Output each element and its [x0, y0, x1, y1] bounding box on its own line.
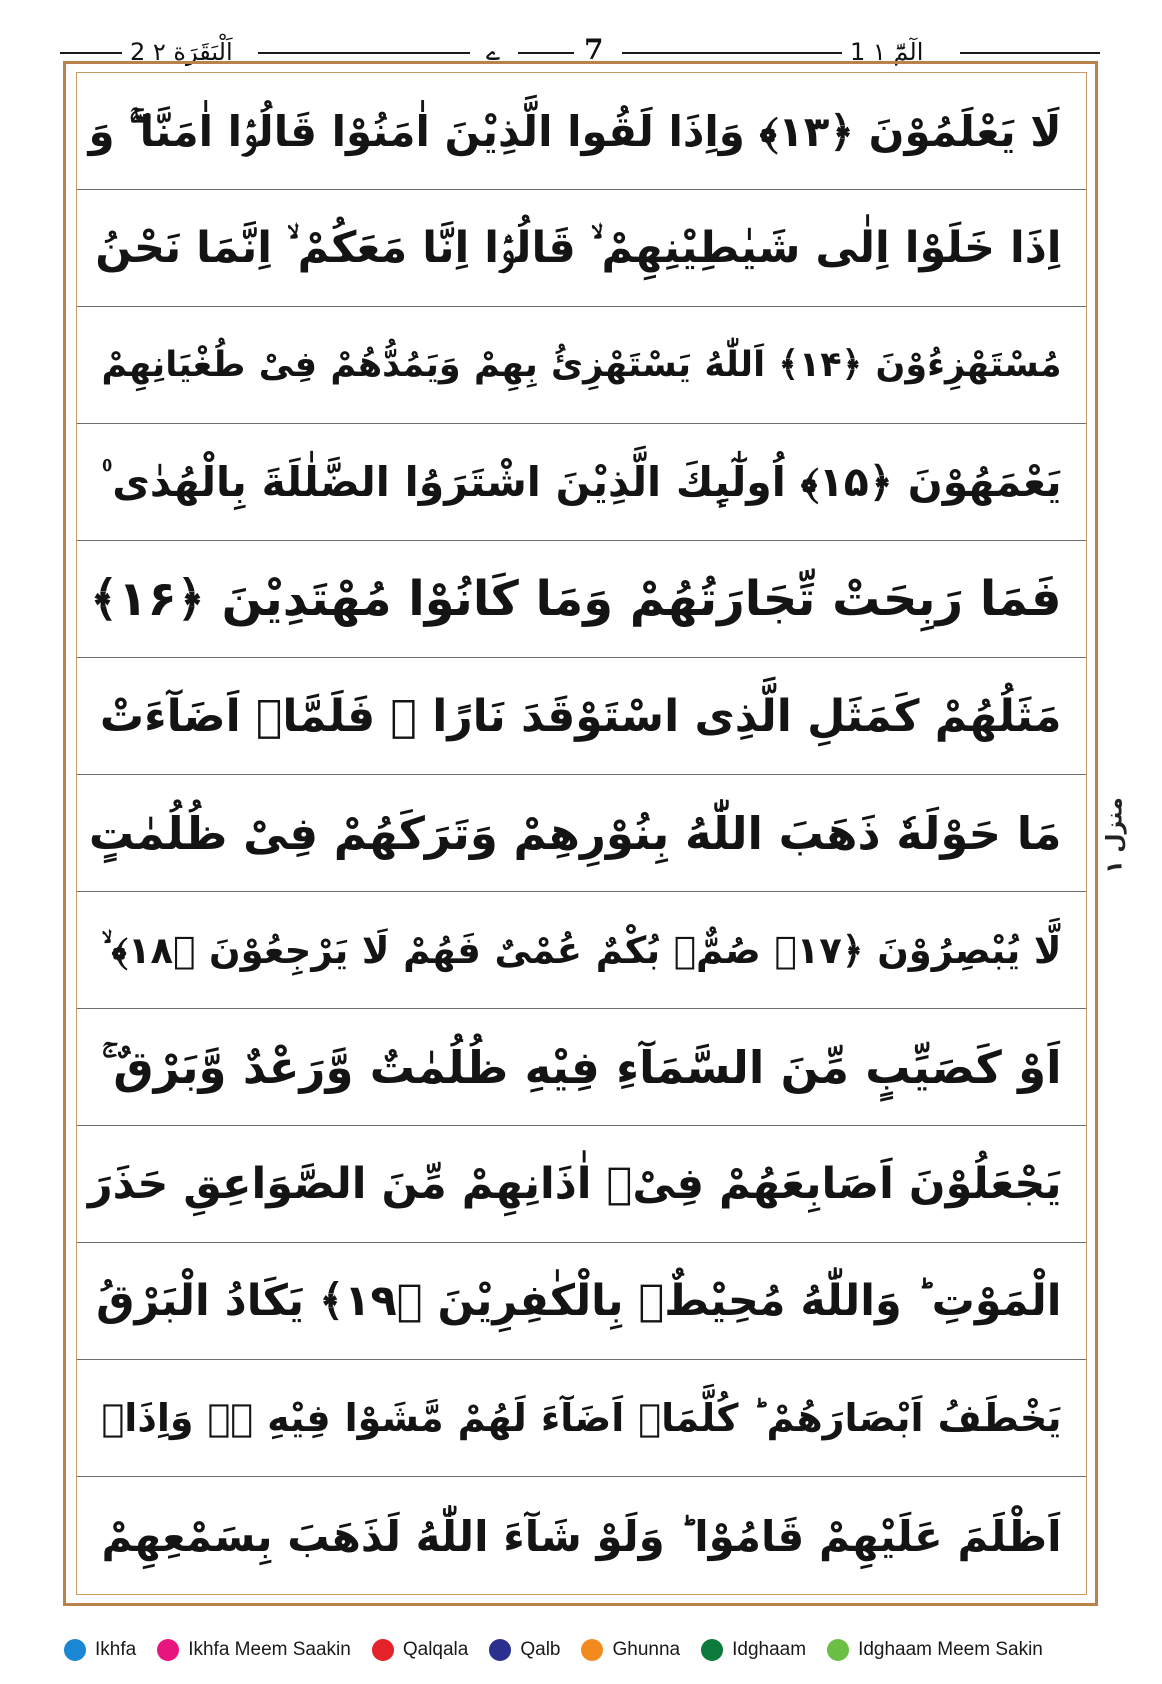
legend-dot-idghaam-meem-sakin [827, 1639, 849, 1661]
manzil-marker [1098, 790, 1132, 880]
text-line [77, 658, 1086, 775]
header-rule [258, 52, 470, 54]
text-line [77, 307, 1086, 424]
text-line [77, 1243, 1086, 1360]
legend-item-idghaam [701, 1639, 806, 1661]
line-text: اَوْ كَصَیِّبٍ مِّنَ السَّمَآءِ فِیْهِ ظُلُمٰتٌ وَّرَعْدٌ وَّبَرْقٌ ۚ [101, 1040, 1062, 1094]
legend-dot-qalb [489, 1639, 511, 1661]
legend-dot-ikhfa-meem-saakin [157, 1639, 179, 1661]
text-line [77, 1126, 1086, 1243]
legend-item-qalb [489, 1639, 560, 1661]
line-text: یَعْمَهُوْنَ ﴿۱۵﴾ اُولٰٓىِٕكَ الَّذِیْنَ اشْتَرَوُا الضَّلٰلَةَ بِالْهُدٰی ۠ [101, 457, 1062, 506]
line-text: اِذَا خَلَوْا اِلٰی شَیٰطِیْنِهِمْ ۙ قَالُوْۤا اِنَّا مَعَكُمْ ۙ اِنَّمَا نَحْنُ [95, 222, 1062, 273]
line-text: مَا حَوْلَهٗ ذَهَبَ اللّٰهُ بِنُوْرِهِمْ وَتَرَكَهُمْ فِیْ ظُلُمٰتٍ [88, 806, 1062, 860]
legend-label: Idghaam Meem Sakin [858, 1639, 1043, 1660]
quran-text-area [76, 72, 1087, 1595]
juz-label: 1 الٓمّٓ ۱ [850, 38, 924, 66]
line-text: لَّا یُبْصِرُوْنَ ﴿۱۷﴾ صُمٌّۢ بُكْمٌ عُمْیٌ فَهُمْ لَا یَرْجِعُوْنَ ﴿۱۸﴾ ۙ [101, 928, 1062, 972]
text-line [77, 1477, 1086, 1596]
legend-label: Ghunna [612, 1639, 681, 1660]
line-text: فَمَا رَبِحَتْ تِّجَارَتُهُمْ وَمَا كَانُوْا مُهْتَدِیْنَ ﴿۱۶﴾ [90, 570, 1062, 627]
page-number: 7 [584, 33, 604, 66]
manzil-label: منزل ۱ [1102, 796, 1128, 874]
header-rule [960, 52, 1100, 54]
text-line [77, 1360, 1086, 1477]
legend-label: Ikhfa Meem Saakin [188, 1639, 351, 1660]
line-text: یَخْطَفُ اَبْصَارَهُمْ ؕ كُلَّمَاۤ اَضَآءَ لَهُمْ مَّشَوْا فِیْهِ ۙۗ وَاِذَاۤ [101, 1395, 1062, 1440]
line-text: الْمَوْتِ ؕ وَاللّٰهُ مُحِیْطٌۢ بِالْكٰفِرِیْنَ ﴿۱۹﴾ یَكَادُ الْبَرْقُ [96, 1275, 1062, 1326]
text-line [77, 190, 1086, 307]
line-text: مَثَلُهُمْ كَمَثَلِ الَّذِی اسْتَوْقَدَ نَارًا ۚ فَلَمَّاۤ اَضَآءَتْ [99, 690, 1062, 742]
header-rule [622, 52, 842, 54]
header-rule [518, 52, 574, 54]
text-line [77, 892, 1086, 1009]
legend-dot-idghaam [701, 1639, 723, 1661]
text-line [77, 424, 1086, 541]
line-text: یَجْعَلُوْنَ اَصَابِعَهُمْ فِیْۤ اٰذَانِهِمْ مِّنَ الصَّوَاعِقِ حَذَرَ [87, 1158, 1062, 1209]
legend-dot-qalqala [372, 1639, 394, 1661]
legend-item-ikhfa-meem-saakin [157, 1639, 351, 1661]
legend-label: Qalqala [402, 1639, 469, 1660]
legend-item-ikhfa [64, 1639, 136, 1661]
legend-item-idghaam-meem-sakin [827, 1639, 1043, 1661]
legend-dot-ghunna [581, 1639, 603, 1661]
legend-item-qalqala [372, 1639, 469, 1661]
legend-dot-ikhfa [64, 1639, 86, 1661]
surah-label: 2 اَلْبَقَرَة ۲ [130, 38, 233, 66]
line-text: مُسْتَهْزِءُوْنَ ﴿۱۴﴾ اَللّٰهُ یَسْتَهْزِئُ بِهِمْ وَیَمُدُّهُمْ فِیْ طُغْیَانِهِمْ [101, 344, 1062, 385]
text-line [77, 541, 1086, 658]
header-rule [60, 52, 122, 54]
text-line [77, 775, 1086, 892]
legend-label: Idghaam [732, 1639, 807, 1660]
legend-label: Ikhfa [95, 1639, 137, 1660]
legend-item-ghunna [581, 1639, 680, 1661]
text-line [77, 73, 1086, 190]
page-header [0, 0, 1162, 66]
line-text: لَا یَعْلَمُوْنَ ﴿۱۳﴾ وَاِذَا لَقُوا الَّذِیْنَ اٰمَنُوْا قَالُوْۤا اٰمَنَّا ۚۖ وَ [88, 106, 1062, 156]
legend-label: Qalb [520, 1639, 561, 1660]
line-text: اَظْلَمَ عَلَیْهِمْ قَامُوْا ؕ وَلَوْ شَآءَ اللّٰهُ لَذَهَبَ بِسَمْعِهِمْ [101, 1512, 1062, 1561]
tajweed-legend [64, 1634, 1104, 1666]
page-mark: ے [486, 38, 501, 66]
text-line [77, 1009, 1086, 1126]
